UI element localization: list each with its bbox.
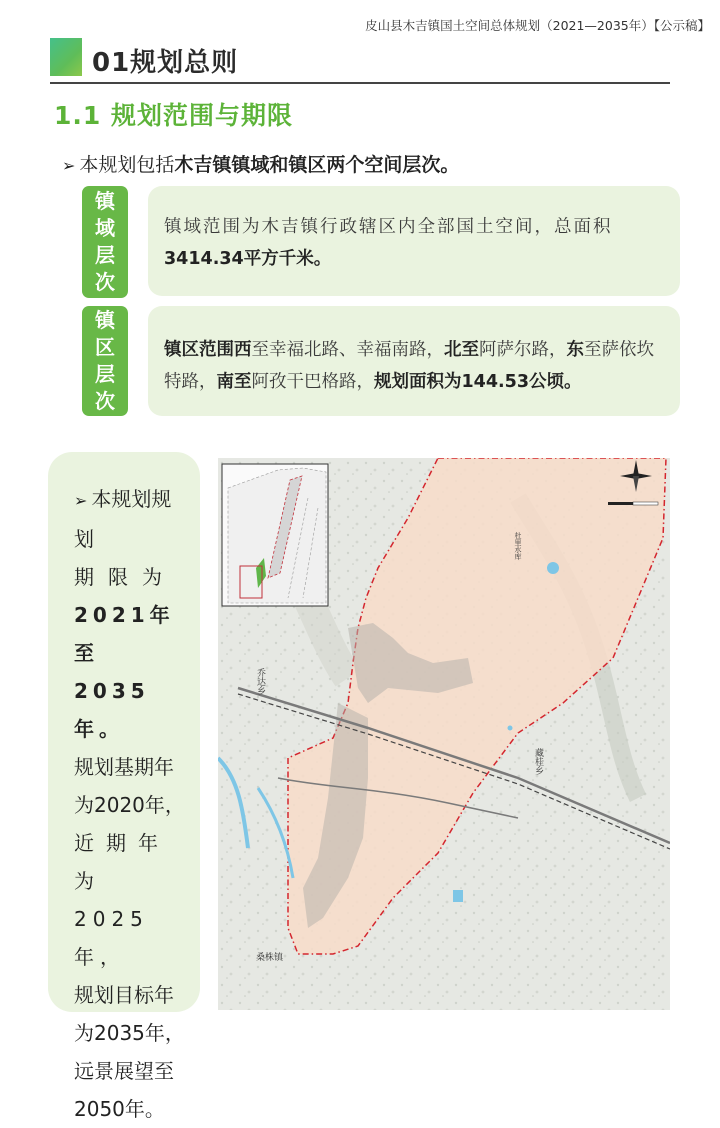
tag-char: 层 [95, 362, 115, 386]
intro-bold-text: 木吉镇镇域和镇区两个空间层次。 [174, 154, 460, 176]
town-area-total: 规划面积为144.53公顷。 [374, 372, 582, 392]
subsection-title: 1.1 规划范围与期限 [54, 101, 293, 130]
reservoir [547, 562, 559, 574]
intro-bullet [62, 150, 459, 177]
town-area-east-label: 东 [566, 340, 584, 360]
inset-map [222, 464, 328, 606]
map-label-sangzhu: 桑株镇 [256, 953, 284, 963]
section-title: 01规划总则 [92, 48, 239, 78]
map-label-zanggui: 藏桂乡 [533, 748, 543, 775]
intro-text: 本规划包括 [79, 154, 175, 176]
town-domain-text: 镇域范围为木吉镇行政辖区内全部国土空间，总面积 [164, 217, 613, 237]
map-label-qiaoda: 乔达乡 [255, 668, 265, 695]
planning-map [218, 458, 670, 1010]
town-area-south-label: 南至 [216, 372, 252, 392]
period-line: 2025年， [74, 907, 149, 969]
period-line: 规划基期年 [74, 755, 174, 779]
pond [453, 890, 463, 902]
period-line: 2050年。 [74, 1097, 165, 1121]
period-line: 规划目标年 [74, 983, 174, 1007]
town-area-north-text: 阿萨尔路， [479, 340, 567, 360]
town-area-south-text: 阿孜干巴格路， [251, 372, 374, 392]
town-area-north-label: 北至 [444, 340, 479, 360]
arrow-bullet-icon: ➢ [74, 491, 88, 510]
tag-char: 次 [95, 389, 115, 413]
arrow-bullet-icon: ➢ [62, 156, 76, 175]
tag-char: 镇 [95, 308, 115, 332]
town-domain-card [148, 186, 680, 296]
town-domain-tag [82, 186, 128, 298]
town-domain-area: 3414.34平方千米。 [164, 249, 332, 269]
period-start-year: 2021年至 [74, 603, 175, 665]
tag-char: 域 [95, 216, 115, 240]
tag-char: 次 [95, 270, 115, 294]
period-end-year: 2035年。 [74, 679, 150, 741]
town-area-west-text: 至幸福北路、幸福南路， [251, 340, 444, 360]
town-area-card [148, 306, 680, 416]
period-line: 远景展望至 [74, 1059, 174, 1083]
period-line: 近期年为 [74, 831, 170, 893]
period-line: 为2035年， [74, 1021, 185, 1045]
document-title: 皮山县木吉镇国土空间总体规划（2021—2035年）【公示稿】 [365, 18, 710, 33]
period-line: 本规划规划 [74, 487, 172, 551]
tag-char: 区 [95, 335, 115, 359]
town-area-west-label: 镇区范围西 [164, 340, 252, 360]
town-area-tag [82, 306, 128, 416]
section-badge [50, 38, 82, 76]
tag-char: 层 [95, 243, 115, 267]
map-svg [218, 458, 670, 1010]
period-line: 期限为 [74, 565, 176, 589]
period-line: 为2020年， [74, 793, 185, 817]
title-divider [50, 82, 670, 84]
town-area-east-text: 至萨依坎特路， [164, 340, 654, 392]
planning-period-panel [48, 452, 200, 1121]
map-label-reservoir: 杜里水库 [514, 532, 522, 560]
tag-char: 镇 [95, 189, 115, 213]
